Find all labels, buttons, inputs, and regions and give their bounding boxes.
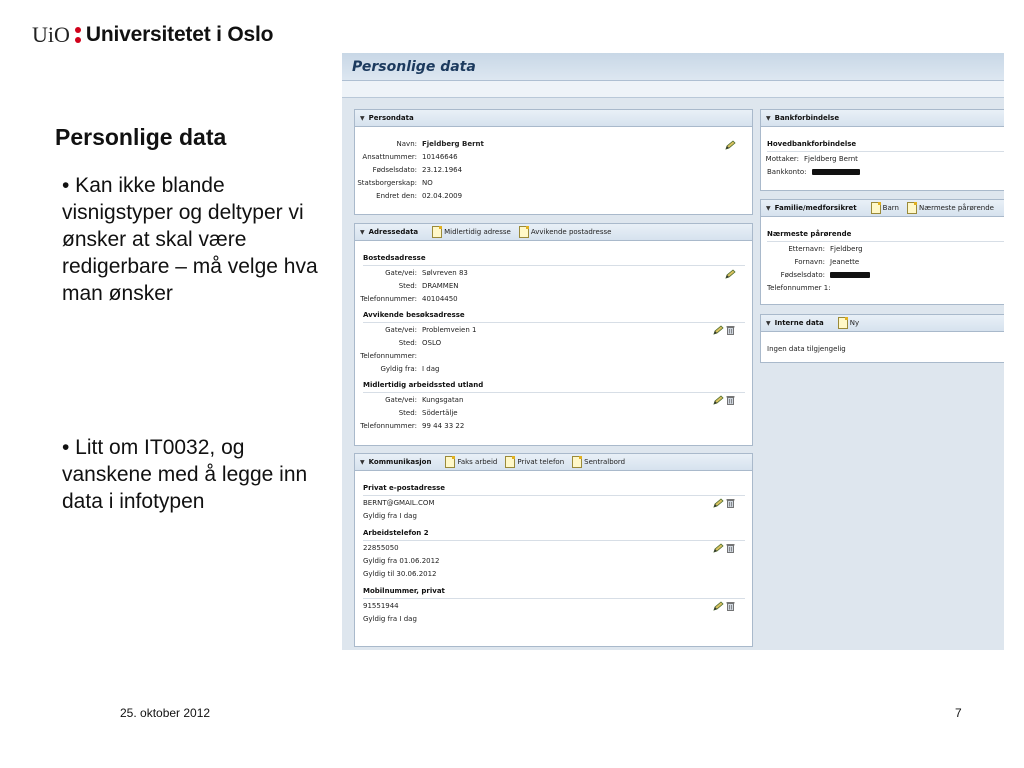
adressedata-header[interactable] — [355, 224, 752, 241]
valid-from-text: Gyldig fra I dag — [363, 615, 417, 623]
button-label: Privat telefon — [517, 458, 565, 466]
privat-telefon-button[interactable] — [505, 456, 564, 468]
bank-title: Bankforbindelse — [774, 114, 840, 122]
section-title: Mobilnummer, privat — [363, 587, 445, 595]
field-label: Bankkonto: — [767, 168, 807, 176]
field-value: 40104450 — [422, 295, 458, 303]
email-value: BERNT@GMAIL.COM — [363, 499, 435, 507]
faks-arbeid-button[interactable] — [445, 456, 497, 468]
collapse-caret-icon[interactable]: ▼ — [360, 114, 365, 122]
field-value: Fjeldberg — [830, 245, 863, 253]
divider — [363, 392, 745, 393]
address-row — [355, 269, 468, 277]
sap-page-title: Personlige data — [352, 59, 476, 75]
pencil-icon[interactable] — [724, 269, 736, 279]
divider — [363, 495, 745, 496]
bullet-1: • Kan ikke blande visnigstyper og deltyper vi ønsker at skal være redigerbare – må velge hva man ønsker — [62, 174, 318, 305]
new-document-icon — [838, 317, 848, 329]
field-value: NO — [422, 179, 433, 187]
button-label: Ny — [849, 319, 860, 327]
pencil-icon[interactable] — [712, 395, 724, 405]
pencil-icon[interactable] — [712, 543, 724, 553]
button-label: Sentralbord — [584, 458, 626, 466]
trash-icon[interactable] — [726, 601, 735, 611]
field-value: 99 44 33 22 — [422, 422, 465, 430]
collapse-caret-icon[interactable]: ▼ — [766, 114, 771, 122]
field-value: Kungsgatan — [422, 396, 464, 404]
address-row — [355, 365, 439, 373]
persondata-row — [355, 140, 484, 148]
field-label: Gate/vei: — [385, 396, 417, 404]
field-value: 10146646 — [422, 153, 458, 161]
field-label: Endret den: — [376, 192, 417, 200]
logo-university-name: Universitetet i Oslo — [85, 23, 274, 46]
field-label: Fødselsdato: — [780, 271, 825, 279]
trash-icon[interactable] — [726, 395, 735, 405]
divider — [363, 598, 745, 599]
new-document-icon — [871, 202, 881, 214]
collapse-caret-icon[interactable]: ▼ — [360, 458, 365, 466]
adressedata-panel — [354, 223, 753, 446]
divider — [363, 265, 745, 266]
edit-actions — [712, 601, 735, 611]
familie-panel — [760, 199, 1004, 305]
button-label: Barn — [882, 204, 899, 212]
field-label: Gate/vei: — [385, 326, 417, 334]
pencil-icon[interactable] — [712, 601, 724, 611]
familie-row — [761, 258, 859, 266]
field-label: Etternavn: — [788, 245, 825, 253]
field-label: Fornavn: — [794, 258, 825, 266]
edit-actions — [724, 140, 736, 150]
persondata-row — [355, 192, 462, 200]
field-label: Gate/vei: — [385, 269, 417, 277]
divider — [767, 241, 1004, 242]
phone-label: Telefonnummer 1: — [767, 284, 831, 292]
address-row — [355, 396, 463, 404]
field-label: Sted: — [398, 282, 417, 290]
collapse-caret-icon[interactable]: ▼ — [360, 228, 365, 236]
edit-actions — [712, 395, 735, 405]
button-label: Faks arbeid — [457, 458, 498, 466]
bank-panel — [760, 109, 1004, 191]
field-label: Fødselsdato: — [372, 166, 417, 174]
field-label: Telefonnummer: — [360, 422, 417, 430]
field-label: Ansattnummer: — [362, 153, 417, 161]
address-row — [355, 339, 441, 347]
valid-to-text: Gyldig til 30.06.2012 — [363, 570, 437, 578]
pencil-icon[interactable] — [724, 140, 736, 150]
field-label: Sted: — [398, 409, 417, 417]
button-label: Midlertidig adresse — [444, 228, 511, 236]
button-label: Avvikende postadresse — [530, 228, 612, 236]
field-value: Problemveien 1 — [422, 326, 477, 334]
field-label: Telefonnummer: — [360, 352, 417, 360]
interne-panel — [760, 314, 1004, 363]
kommunikasjon-header[interactable] — [355, 454, 752, 471]
bank-row — [767, 168, 860, 176]
edit-actions — [712, 325, 735, 335]
divider — [363, 540, 745, 541]
section-title: Avvikende besøksadresse — [363, 311, 465, 319]
field-label: Telefonnummer: — [360, 295, 417, 303]
trash-icon[interactable] — [726, 543, 735, 553]
field-value: 23.12.1964 — [422, 166, 463, 174]
trash-icon[interactable] — [726, 325, 735, 335]
address-row — [355, 282, 459, 290]
familie-row — [761, 271, 870, 279]
button-label: Nærmeste pårørende — [918, 204, 994, 212]
field-value: Fjeldberg Bernt — [804, 155, 858, 163]
field-label: Mottaker: — [765, 155, 799, 163]
persondata-row — [355, 179, 433, 187]
persondata-row — [355, 166, 462, 174]
new-document-icon — [445, 456, 455, 468]
uio-logo — [32, 20, 273, 50]
collapse-caret-icon[interactable]: ▼ — [766, 204, 771, 212]
new-document-icon — [519, 226, 529, 238]
persondata-title: Persondata — [368, 114, 414, 122]
field-label: Navn: — [396, 140, 417, 148]
persondata-panel — [354, 109, 753, 215]
interne-header[interactable] — [761, 315, 1004, 332]
section-title: Midlertidig arbeidssted utland — [363, 381, 484, 389]
interne-title: Interne data — [774, 319, 824, 327]
collapse-caret-icon[interactable]: ▼ — [766, 319, 771, 327]
address-row — [355, 326, 476, 334]
bank-header[interactable] — [761, 110, 1004, 127]
address-row — [355, 295, 458, 303]
logo-colon-icon — [75, 25, 81, 45]
familie-row — [761, 245, 863, 253]
valid-from-text: Gyldig fra 01.06.2012 — [363, 557, 440, 565]
section-title: Hovedbankforbindelse — [767, 140, 857, 148]
logo-uio-text: UiO — [32, 22, 70, 47]
kommunikasjon-panel — [354, 453, 753, 647]
address-row — [355, 352, 422, 360]
edit-actions — [724, 269, 736, 279]
field-label: Statsborgerskap: — [357, 179, 417, 187]
persondata-row — [355, 153, 458, 161]
new-document-icon — [907, 202, 917, 214]
edit-actions — [712, 543, 735, 553]
naermeste-parorende-button[interactable] — [907, 202, 994, 214]
footer-date: 25. oktober 2012 — [120, 706, 211, 720]
section-title: Privat e-postadresse — [363, 484, 446, 492]
midlertidig-adresse-button[interactable] — [432, 226, 511, 238]
new-document-icon — [505, 456, 515, 468]
field-value: OSLO — [422, 339, 442, 347]
kommunikasjon-title: Kommunikasjon — [368, 458, 432, 466]
barn-button[interactable] — [871, 202, 899, 214]
ny-button[interactable] — [838, 317, 859, 329]
field-value: Jeanette — [830, 258, 860, 266]
slide-heading: Personlige data — [55, 124, 227, 150]
pencil-icon[interactable] — [712, 325, 724, 335]
bank-row — [761, 155, 858, 163]
persondata-header[interactable] — [355, 110, 752, 127]
familie-header[interactable] — [761, 200, 1004, 217]
new-document-icon — [432, 226, 442, 238]
sap-screenshot — [342, 53, 1004, 650]
address-row — [355, 422, 464, 430]
name-value: Fjeldberg Bernt — [422, 140, 484, 148]
redacted-birthdate — [830, 272, 870, 278]
divider — [363, 322, 745, 323]
field-label: Gyldig fra: — [380, 365, 417, 373]
field-value: DRAMMEN — [422, 282, 459, 290]
sentralbord-button[interactable] — [572, 456, 625, 468]
section-title: Arbeidstelefon 2 — [363, 529, 429, 537]
address-row — [355, 409, 458, 417]
section-title: Bostedsadresse — [363, 254, 426, 262]
sap-title-bar — [342, 53, 1004, 81]
trash-icon[interactable] — [726, 498, 735, 508]
bullet-2: • Litt om IT0032, og vanskene med å legge inn data i infotypen — [62, 436, 308, 513]
new-document-icon — [572, 456, 582, 468]
familie-title: Familie/medforsikret — [774, 204, 857, 212]
pencil-icon[interactable] — [712, 498, 724, 508]
field-value: Sølvreven 83 — [422, 269, 468, 277]
empty-state-text: Ingen data tilgjengelig — [767, 345, 846, 353]
mobile-value: 91551944 — [363, 602, 399, 610]
valid-from-text: Gyldig fra I dag — [363, 512, 417, 520]
field-value: 02.04.2009 — [422, 192, 463, 200]
sap-toolbar-strip — [342, 81, 1004, 98]
phone-value: 22855050 — [363, 544, 399, 552]
page-number: 7 — [955, 706, 962, 720]
adressedata-title: Adressedata — [368, 228, 419, 236]
field-value: I dag — [422, 365, 440, 373]
edit-actions — [712, 498, 735, 508]
avvikende-postadresse-button[interactable] — [519, 226, 612, 238]
divider — [767, 151, 1004, 152]
redacted-account — [812, 169, 860, 175]
field-value: Södertälje — [422, 409, 458, 417]
section-title: Nærmeste pårørende — [767, 230, 852, 238]
field-label: Sted: — [398, 339, 417, 347]
